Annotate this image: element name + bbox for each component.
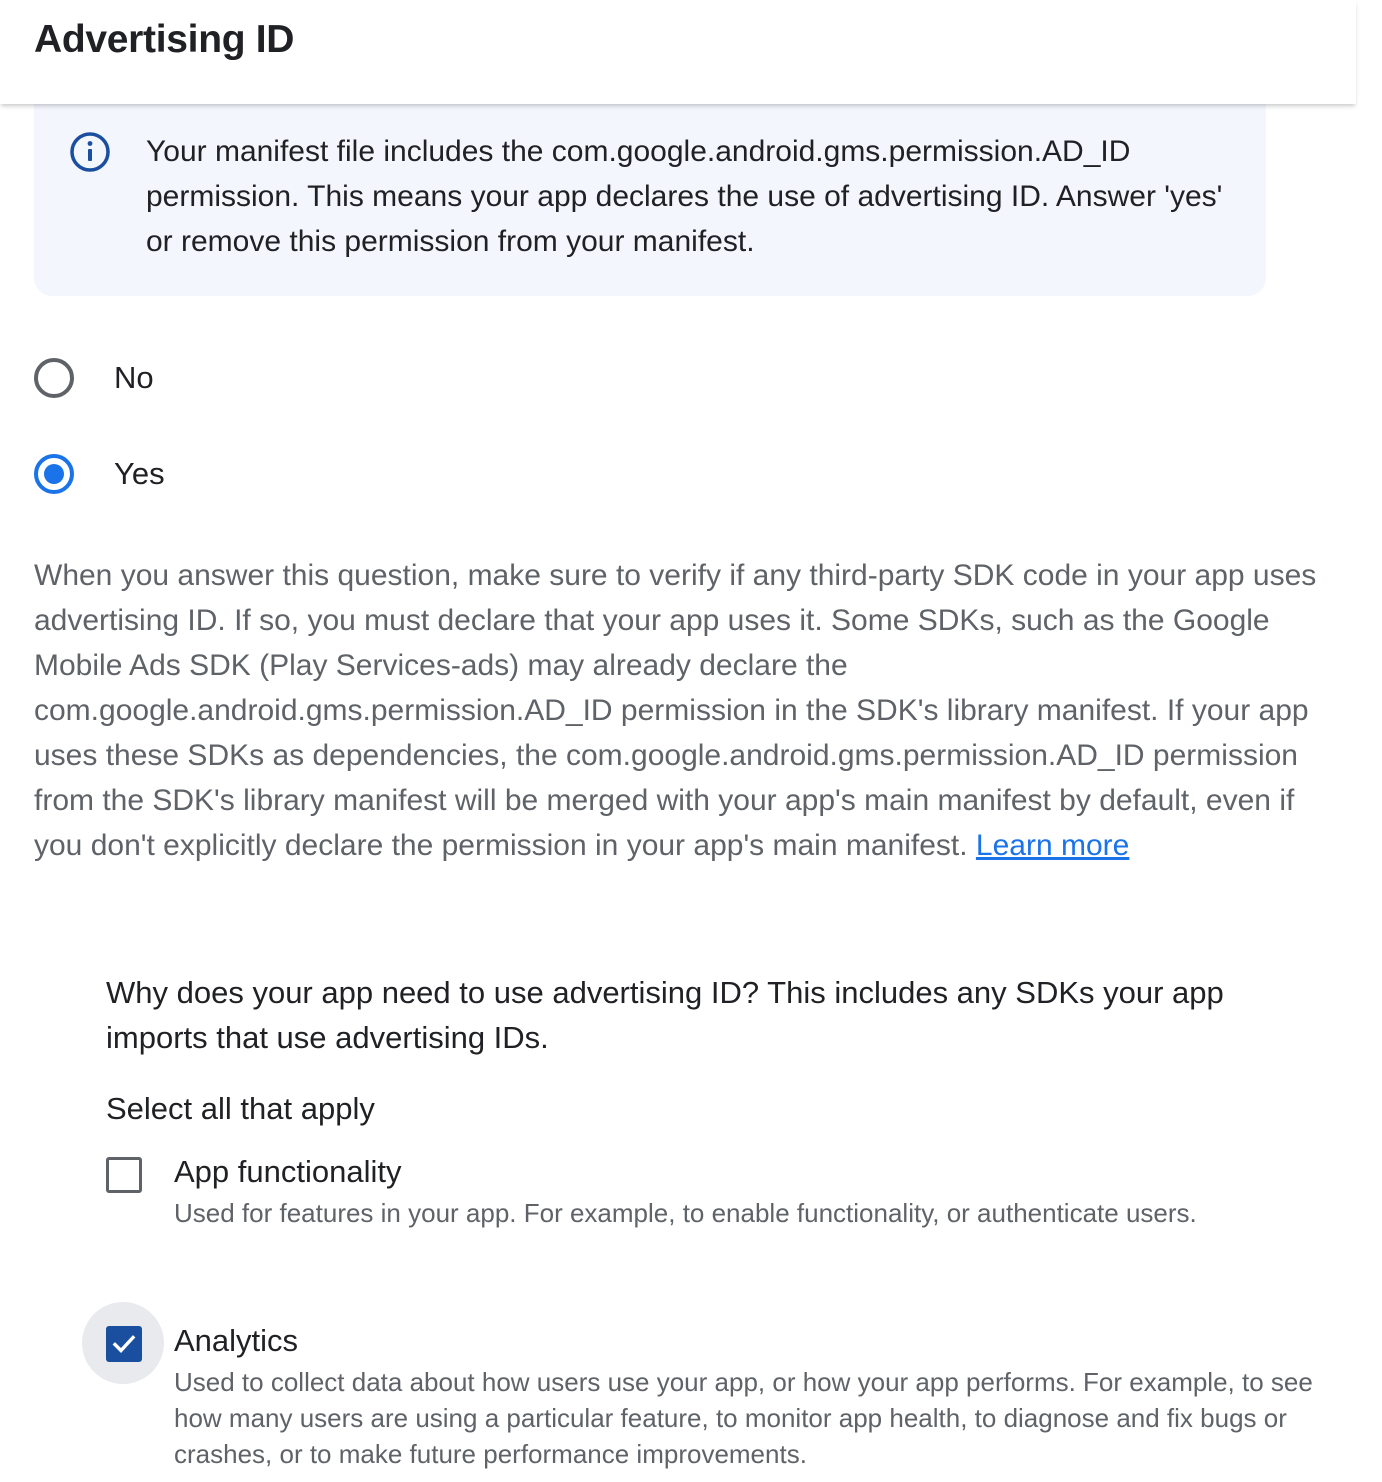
description-analytics: Used to collect data about how users use your app, or how your app performs. For example, to see how many users are using a particular feature, to monitor app health, to diagnose and fix bugs or crashes, or to make future performance improvements. xyxy=(174,1367,1313,1469)
info-icon xyxy=(69,131,111,173)
radio-button-yes[interactable] xyxy=(34,454,74,494)
info-banner-text: Your manifest file includes the com.google.android.gms.permission.AD_ID permission. This means your app declares the use of advertising ID. Answer 'yes' or remove this permission from your manifest. xyxy=(146,135,1223,258)
purpose-question: Why does your app need to use advertising ID? This includes any SDKs your app imports that use advertising IDs. xyxy=(106,975,1224,1055)
radio-option-no[interactable] xyxy=(34,356,154,400)
label-analytics[interactable]: Analytics xyxy=(174,1323,299,1358)
page-header xyxy=(0,0,1356,104)
learn-more-link[interactable]: Learn more xyxy=(975,829,1130,862)
radio-button-no[interactable] xyxy=(34,358,74,398)
select-all-instruction: Select all that apply xyxy=(106,1091,375,1126)
radio-label-yes[interactable]: Yes xyxy=(114,456,165,491)
page-title: Advertising ID xyxy=(34,18,295,61)
checkbox-app-functionality[interactable] xyxy=(106,1157,142,1193)
radio-label-no[interactable]: No xyxy=(114,360,154,395)
checkbox-analytics[interactable] xyxy=(106,1326,142,1362)
sdk-description xyxy=(34,553,1334,868)
manifest-info-banner xyxy=(34,104,1266,296)
checkmark-icon xyxy=(111,1331,137,1357)
sdk-description-text: When you answer this question, make sure to verify if any third-party SDK code in your app uses advertising ID. If so, you must declare that your app uses it. Some SDKs, such as the Google Mobile Ads SDK (Play Services-ads) may already declare the com.google.android.gms.permission.AD_ID permission in the SDK's library manifest. If your app uses these SDKs as dependencies, the com.google.android.gms.permission.AD_ID permission from the SDK's library manifest will be merged with your app's main manifest by default, even if you don't explicitly declare the permission in your app's main manifest. xyxy=(34,559,1317,862)
radio-option-yes[interactable] xyxy=(34,452,165,496)
label-app-functionality[interactable]: App functionality xyxy=(174,1154,402,1189)
description-app-functionality: Used for features in your app. For example, to enable functionality, or authenticate users. xyxy=(174,1198,1197,1228)
